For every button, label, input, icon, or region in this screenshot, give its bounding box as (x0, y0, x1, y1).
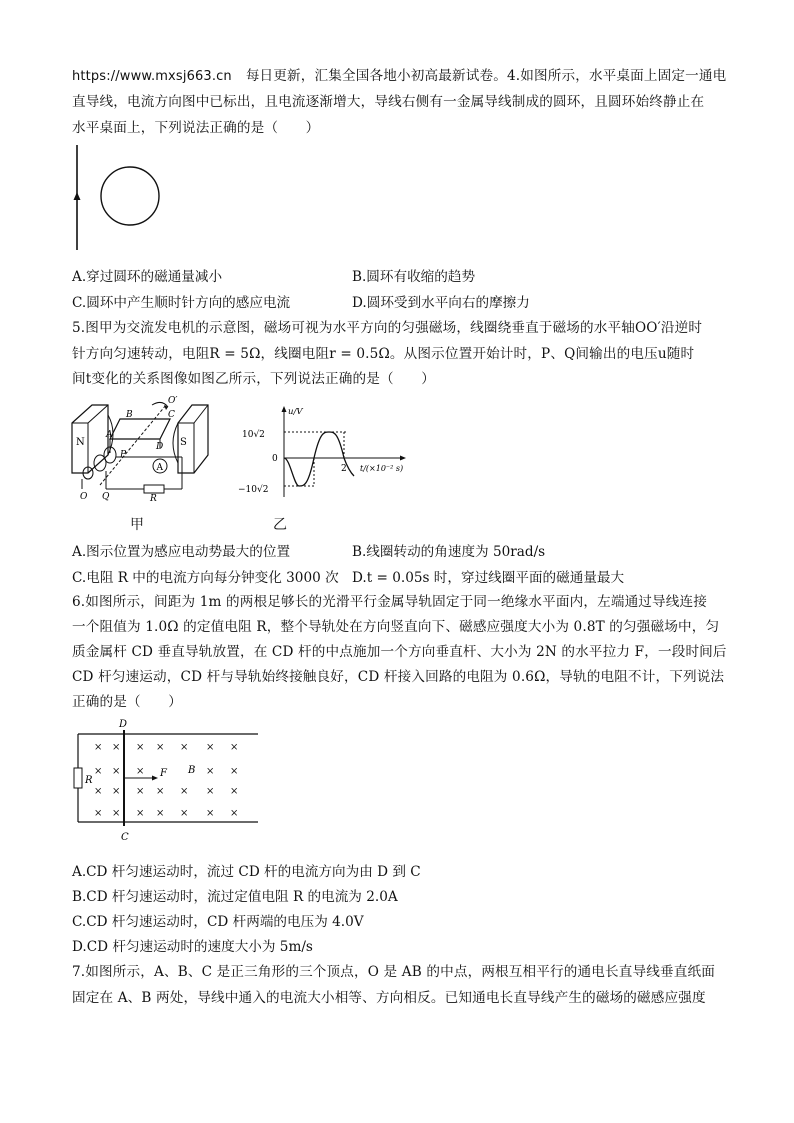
q7-stem-line-1: 7.如图所示，A、B、C 是正三角形的三个顶点，O 是 AB 的中点，两根互相平行的通电长直导线垂直纸面 (72, 964, 715, 980)
q6-stem-line-1: 6.如图所示，间距为 1m 的两根足够长的光滑平行金属导轨固定于同一绝缘水平面内，左端通过导线连接 (72, 594, 708, 610)
resistor-r (144, 485, 164, 493)
x-tick-2: 2 (341, 464, 347, 474)
q5-option-c: C.电阻 R 中的电流方向每分钟变化 3000 次 (72, 570, 339, 586)
q6-option-a: A.CD 杆匀速运动时，流过 CD 杆的电流方向为由 D 到 C (72, 864, 421, 880)
q4-stem-line-2: 直导线，电流方向图中已标出，且电流逐渐增大，导线右侧有一金属导线制成的圆环，且圆环始终静止在 (72, 94, 705, 110)
field-cross-mark: × (94, 786, 103, 797)
field-cross-mark: × (206, 786, 215, 797)
q4-stem-line-1 (72, 64, 726, 84)
svg-text:C: C (168, 410, 175, 420)
svg-text:B: B (188, 765, 196, 776)
header-url[interactable]: https://www.mxsj663.cn (72, 69, 232, 84)
svg-text:A: A (106, 430, 113, 440)
svg-text:B: B (126, 410, 133, 420)
q4-option-b: B.圆环有收缩的趋势 (352, 269, 476, 285)
y-axis-label: u/V (288, 407, 303, 417)
voltage-time-graph (236, 402, 416, 502)
header-ad: 每日更新，汇集全国各地小初高最新试卷。 (245, 68, 507, 84)
svg-text:O: O (80, 492, 88, 502)
field-cross-mark: × (230, 786, 239, 797)
q5-stem-line-1: 5.图甲为交流发电机的示意图，磁场可视为水平方向的匀强磁场，线圈绕垂直于磁场的水平轴OO′沿逆时 (72, 320, 703, 336)
field-cross-mark: × (136, 786, 145, 797)
q4-option-d: D.圆环受到水平向右的摩擦力 (352, 295, 530, 311)
field-cross-mark: × (136, 808, 145, 819)
field-cross-mark: × (180, 808, 189, 819)
q6-stem-line-4: CD 杆匀速运动，CD 杆与导轨始终接触良好，CD 杆接入回路的电阻为 0.6Ω，导轨的电阻不计，下列说法 (72, 669, 725, 685)
field-cross-mark: × (112, 766, 121, 777)
y-tick-bottom: −10√2 (238, 485, 269, 495)
magnet-s-label: S (180, 437, 187, 448)
q5-stem-line-3: 间t变化的关系图像如图乙所示，下列说法正确的是（ ） (72, 371, 435, 387)
svg-text:D: D (119, 719, 128, 730)
q4-figure (70, 140, 180, 255)
svg-text:F: F (160, 768, 167, 779)
svg-text:P: P (120, 450, 127, 460)
q5-stem-line-2: 针方向匀速转动，电阻R = 5Ω，线圈电阻r = 0.5Ω。从图示位置开始计时，P、Q间输出的电压u随时 (72, 346, 695, 362)
field-cross-mark: × (156, 786, 165, 797)
current-arrow-icon (74, 192, 81, 200)
resistor-r (74, 768, 82, 788)
figure-caption-jia: 甲 (130, 517, 144, 533)
field-cross-mark: × (206, 808, 215, 819)
svg-text:A: A (156, 463, 163, 473)
field-cross-mark: × (136, 742, 145, 753)
magnet-n-label: N (76, 437, 85, 448)
q7-stem-line-2: 固定在 A、B 两处，导线中通入的电流大小相等、方向相反。已知通电长直导线产生的磁场的磁感应强度 (72, 990, 706, 1006)
field-cross-mark: × (180, 786, 189, 797)
q4-option-c: C.圆环中产生顺时针方向的感应电流 (72, 295, 291, 311)
q5-option-b: B.线圈转动的角速度为 50rad/s (352, 544, 546, 560)
q6-stem-line-3: 质金属杆 CD 垂直导轨放置，在 CD 杆的中点施加一个方向垂直杆、大小为 2N 的水平拉力 F，一段时间后 (72, 644, 727, 660)
q5-option-a: A.图示位置为感应电动势最大的位置 (72, 544, 291, 560)
field-cross-mark: × (112, 742, 121, 753)
magnetic-field-crosses (94, 742, 238, 819)
field-cross-mark: × (94, 766, 103, 777)
field-cross-mark: × (206, 742, 215, 753)
q4-stem-line-3: 水平桌面上，下列说法正确的是（ ） (72, 120, 320, 136)
svg-text:R: R (150, 494, 157, 503)
svg-text:D: D (156, 442, 164, 452)
generator-diagram (70, 393, 220, 503)
q6-option-b: B.CD 杆匀速运动时，流过定值电阻 R 的电流为 2.0A (72, 889, 398, 905)
q6-stem-line-5: 正确的是（ ） (72, 694, 182, 710)
q6-option-c: C.CD 杆匀速运动时，CD 杆两端的电压为 4.0V (72, 914, 364, 930)
field-cross-mark: × (94, 808, 103, 819)
q4-option-a: A.穿过圆环的磁通量减小 (72, 269, 223, 285)
field-cross-mark: × (156, 742, 165, 753)
field-cross-mark: × (230, 766, 239, 777)
q6-stem-line-2: 一个阻值为 1.0Ω 的定值电阻 R，整个导轨处在方向竖直向下、磁感应强度大小为 0.8T 的匀强磁场中，匀 (72, 619, 720, 635)
field-cross-mark: × (180, 742, 189, 753)
field-cross-mark: × (94, 742, 103, 753)
svg-text:O′: O′ (168, 396, 178, 406)
field-cross-mark: × (230, 808, 239, 819)
field-cross-mark: × (112, 786, 121, 797)
metal-ring (101, 167, 159, 225)
q5-option-d: D.t = 0.05s 时，穿过线圈平面的磁通量最大 (352, 570, 625, 586)
field-cross-mark: × (112, 808, 121, 819)
rail-rod-diagram (70, 716, 265, 844)
svg-text:Q: Q (102, 492, 110, 502)
svg-text:C: C (121, 832, 129, 843)
y-tick-top: 10√2 (242, 430, 265, 440)
x-axis-label: t/(×10⁻² s) (360, 464, 404, 473)
y-tick-zero: 0 (272, 454, 278, 464)
svg-text:R: R (85, 775, 93, 786)
field-cross-mark: × (206, 766, 215, 777)
figure-caption-yi: 乙 (273, 517, 287, 533)
field-cross-mark: × (230, 742, 239, 753)
field-cross-mark: × (136, 766, 145, 777)
field-cross-mark: × (156, 808, 165, 819)
q4-stem-start: 4.如图所示，水平桌面上固定一通电 (506, 68, 727, 84)
q6-option-d: D.CD 杆匀速运动时的速度大小为 5m/s (72, 939, 313, 955)
